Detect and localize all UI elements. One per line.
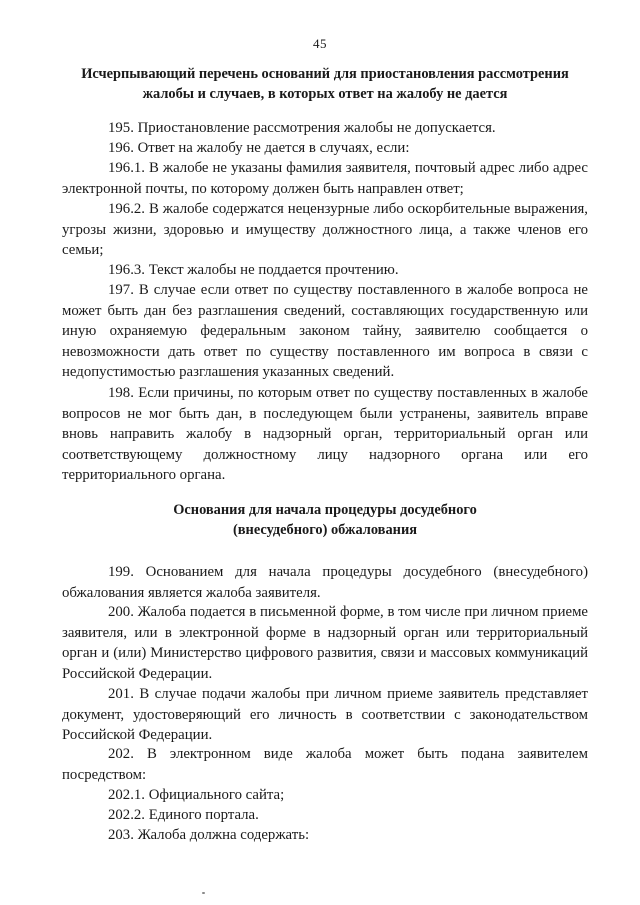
scan-speck xyxy=(202,892,205,894)
paragraph-195: 195. Приостановление рассмотрения жалобы не допускается. xyxy=(108,120,496,136)
paragraph-196-2: 196.2. В жалобе содержатся нецензурные либо оскорбительные выражения, угрозы жизни, здоровью и имуществу должностного лица, а также членов его семьи; xyxy=(62,201,588,259)
heading-line: (внесудебного) обжалования xyxy=(232,522,418,538)
paragraph-196-3: 196.3. Текст жалобы не поддается прочтению. xyxy=(108,262,399,278)
paragraph-202-1: 202.1. Официального сайта; xyxy=(108,787,285,803)
paragraph-202: 202. В электронном виде жалоба может быть подана заявителем посредством: xyxy=(62,746,588,783)
paragraph-197: 197. В случае если ответ по существу поставленного в жалобе вопроса не может быть дан без разглашения сведений, составляющих государственную или иную охраняемую федеральным законом тайну, заявителю сообщается о невозможности дать ответ по существу поставленного им вопроса в связи с недопустимостью разглашения указанных сведений. xyxy=(62,282,588,381)
section-heading-suspension xyxy=(60,64,590,104)
heading-line: Исчерпывающий перечень оснований для приостановления рассмотрения xyxy=(81,66,569,82)
paragraph-201: 201. В случае подачи жалобы при личном приеме заявитель представляет документ, удостоверяющий его личность в соответствии с законодательством Российской Федерации. xyxy=(62,686,588,744)
paragraph-202-2: 202.2. Единого портала. xyxy=(108,807,259,823)
paragraph-203: 203. Жалоба должна содержать: xyxy=(108,827,310,843)
paragraph-196: 196. Ответ на жалобу не дается в случаях, если: xyxy=(108,140,410,156)
paragraph-199: 199. Основанием для начала процедуры досудебного (внесудебного) обжалования является жалоба заявителя. xyxy=(62,564,588,601)
heading-line: жалобы и случаев, в которых ответ на жалобу не дается xyxy=(142,86,508,102)
paragraph-198: 198. Если причины, по которым ответ по существу поставленных в жалобе вопросов не мог быть дан, в последующем были устранены, заявитель вправе вновь направить жалобу в надзорный орган, территориальный орган или соответствующему должностному лицу надзорного органа или его территориального органа. xyxy=(62,385,588,484)
section-heading-appeal xyxy=(60,500,590,540)
page-number: 45 xyxy=(313,36,327,51)
heading-line: Основания для начала процедуры досудебного xyxy=(173,502,477,518)
paragraph-200: 200. Жалоба подается в письменной форме, в том числе при личном приеме заявителя, или в электронной форме в надзорный орган или территориальный орган и (или) Министерство цифрового развития, связи и массовых коммуникаций Российской Федерации. xyxy=(62,604,588,682)
paragraph-196-1: 196.1. В жалобе не указаны фамилия заявителя, почтовый адрес либо адрес электронной почты, по которому должен быть направлен ответ; xyxy=(62,160,588,197)
